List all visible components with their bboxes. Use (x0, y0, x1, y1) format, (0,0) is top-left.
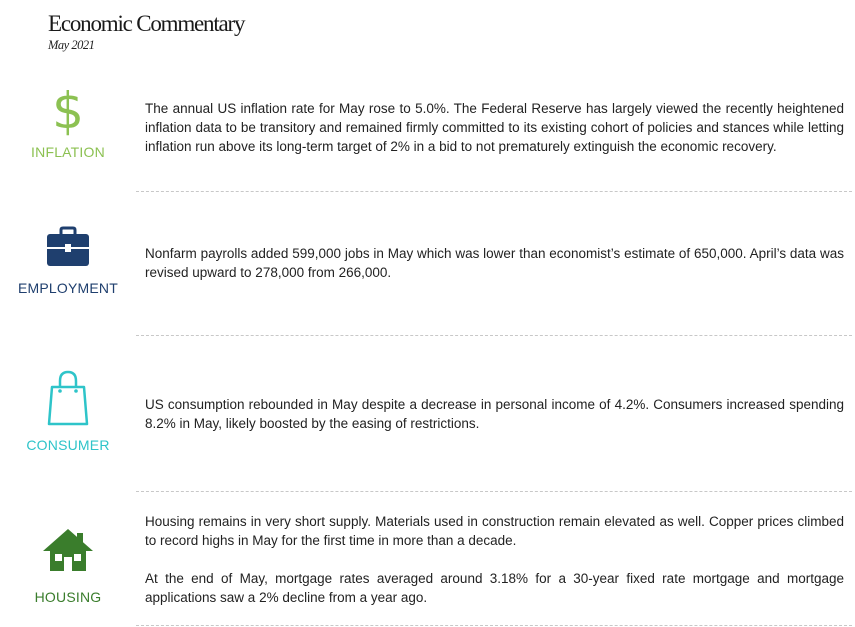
section-text-consumer (145, 395, 844, 433)
report-date: May 2021 (48, 38, 95, 52)
section-text-employment (145, 244, 844, 282)
paragraph: Housing remains in very short supply. Materials used in construction remain elevated as well. Copper prices climbed to record highs in May for the first time in more than a decade. (145, 514, 844, 548)
shopping-bag-icon (45, 369, 91, 427)
section-label-employment: EMPLOYMENT (17, 280, 118, 296)
svg-text:$: $ (52, 84, 84, 136)
section-divider (136, 625, 852, 626)
housing-icon-column (0, 527, 136, 605)
section-text-housing (145, 512, 844, 607)
section-divider (136, 335, 852, 336)
section-divider (136, 191, 852, 192)
section-text-inflation (145, 99, 844, 156)
section-label-inflation: INFLATION (31, 144, 105, 160)
paragraph: The annual US inflation rate for May rose to 5.0%. The Federal Reserve has largely viewed the recently heightened inflation data to be transitory and remained firmly committed to its existing cohort of policies and stances while letting inflation run above its long-term target of 2% in a bid to not prematurely extinguish the economic recovery. (145, 101, 844, 154)
house-icon (41, 527, 95, 573)
section-label-housing: HOUSING (34, 589, 102, 605)
section-divider (136, 491, 852, 492)
page-title: Economic Commentary (48, 11, 245, 36)
briefcase-icon (45, 226, 91, 268)
dollar-sign-icon (48, 84, 88, 136)
paragraph: US consumption rebounded in May despite a decrease in personal income of 4.2%. Consumers increased spending 8.2% in May, likely boosted by the easing of restrictions. (145, 397, 844, 431)
inflation-icon-column (0, 84, 136, 160)
report-header (48, 10, 244, 53)
paragraph: Nonfarm payrolls added 599,000 jobs in May which was lower than economist’s estimate of 650,000. April’s data was revised upward to 278,000 from 266,000. (145, 246, 844, 280)
paragraph: At the end of May, mortgage rates averaged around 3.18% for a 30-year fixed rate mortgage and mortgage applications saw a 2% decline from a year ago. (145, 571, 844, 605)
section-label-consumer: CONSUMER (26, 437, 110, 453)
consumer-icon-column (0, 369, 136, 453)
employment-icon-column (0, 226, 136, 296)
